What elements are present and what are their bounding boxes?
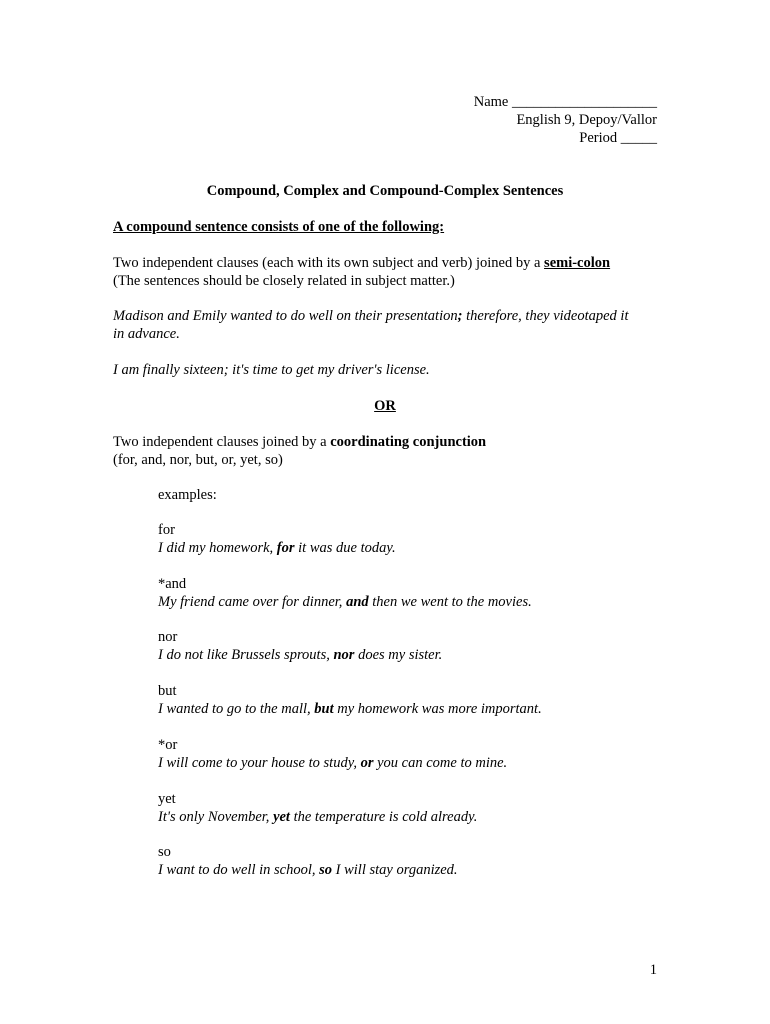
example-text: I will stay organized. xyxy=(332,862,458,878)
rule-semicolon-note: (The sentences should be closely related in subject matter.) xyxy=(113,273,455,289)
conjunction-example xyxy=(158,646,442,664)
conjunction-highlight: or xyxy=(360,755,374,771)
conjunction-list: (for, and, nor, but, or, yet, so) xyxy=(113,452,283,468)
example-2: I am finally sixteen; it's time to get my driver's license. xyxy=(113,362,430,378)
section-heading: A compound sentence consists of one of the following: xyxy=(113,219,445,235)
conjunction-word: but xyxy=(158,683,177,699)
semicolon-term: semi-colon xyxy=(544,255,611,271)
example-text: does my sister. xyxy=(354,647,443,663)
conjunction-term: coordinating conjunction xyxy=(330,434,487,450)
conjunction-highlight: so xyxy=(319,862,333,878)
example-text: I wanted to go to the mall, xyxy=(158,701,315,717)
examples-label: examples: xyxy=(158,487,217,503)
example-text: I do not like Brussels sprouts, xyxy=(158,647,334,663)
example-text: My friend came over for dinner, xyxy=(158,594,347,610)
example-1-line-2: in advance. xyxy=(113,326,180,342)
conjunction-word: nor xyxy=(158,629,178,645)
conjunction-example xyxy=(158,808,477,826)
conjunction-highlight: and xyxy=(346,594,369,610)
example-text: it was due today. xyxy=(294,540,396,556)
rule-conjunction-text: Two independent clauses joined by a xyxy=(113,434,331,450)
or-divider: OR xyxy=(374,398,396,414)
name-line: Name ____________________ xyxy=(473,94,657,110)
page-number: 1 xyxy=(649,962,657,978)
conjunction-example xyxy=(158,861,458,879)
conjunction-highlight: but xyxy=(314,701,334,717)
example-1-part-1: Madison and Emily wanted to do well on their presentation xyxy=(113,308,458,324)
conjunction-example xyxy=(158,539,396,557)
document-title: Compound, Complex and Compound-Complex Sentences xyxy=(206,183,564,199)
conjunction-highlight: nor xyxy=(333,647,355,663)
conjunction-word: so xyxy=(158,844,171,860)
example-1-semicolon: ; xyxy=(457,308,463,324)
example-text: the temperature is cold already. xyxy=(289,809,478,825)
example-text: you can come to mine. xyxy=(373,755,508,771)
example-text: It's only November, xyxy=(158,809,274,825)
example-1-part-2: therefore, they videotaped it xyxy=(462,308,629,324)
example-text: then we went to the movies. xyxy=(368,594,532,610)
example-text: my homework was more important. xyxy=(333,701,542,717)
conjunction-example xyxy=(158,593,532,611)
conjunction-highlight: for xyxy=(276,540,295,556)
example-text: I will come to your house to study, xyxy=(158,755,361,771)
example-text: I did my homework, xyxy=(158,540,277,556)
example-1-line-1 xyxy=(113,307,629,325)
conjunction-highlight: yet xyxy=(273,809,290,825)
course-line: English 9, Depoy/Vallor xyxy=(516,112,657,128)
rule-conjunction xyxy=(113,433,486,451)
conjunction-word: for xyxy=(158,522,175,538)
example-text: I want to do well in school, xyxy=(158,862,320,878)
rule-semicolon-text: Two independent clauses (each with its own subject and verb) joined by a xyxy=(113,255,545,271)
rule-semicolon xyxy=(113,254,610,272)
conjunction-word: *or xyxy=(158,737,178,753)
period-line: Period _____ xyxy=(579,130,657,146)
conjunction-word: *and xyxy=(158,576,187,592)
conjunction-example xyxy=(158,754,507,772)
conjunction-word: yet xyxy=(158,791,176,807)
conjunction-example xyxy=(158,700,542,718)
